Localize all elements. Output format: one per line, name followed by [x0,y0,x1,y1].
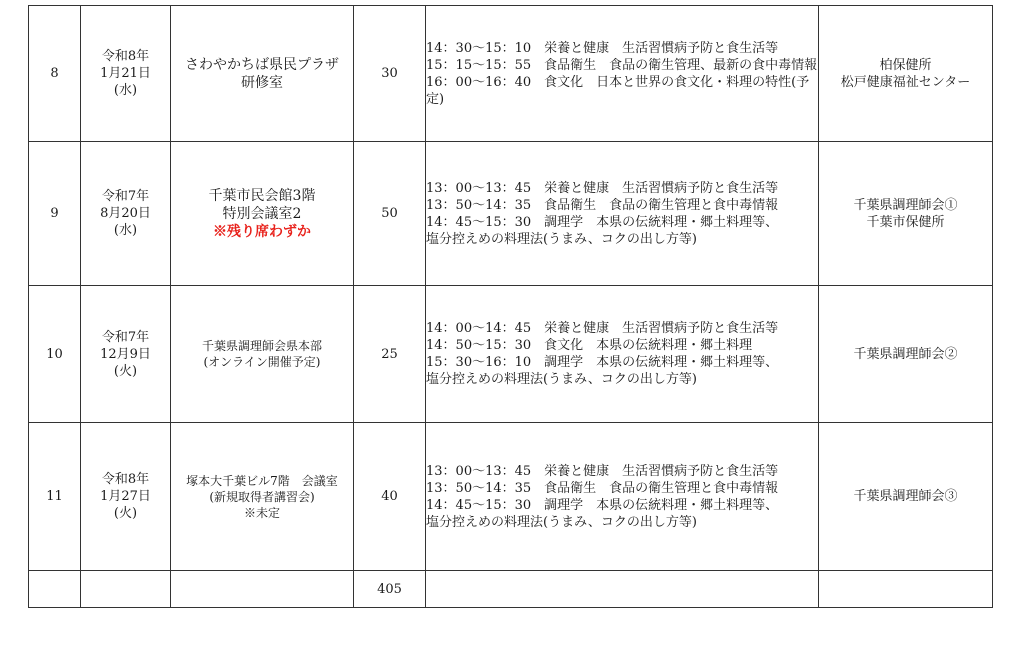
program-line: 14：50〜15：30 食文化 本県の伝統料理・郷土料理 [426,338,753,353]
venue-line: (新規取得者講習会) [209,489,315,504]
session-number: 11 [29,423,81,571]
empty-cell [426,571,819,608]
empty-cell [29,571,81,608]
table-row [29,142,993,286]
date-month-day: 8月20日 [100,206,151,221]
program-line: 13：00〜13：45 栄養と健康 生活習慣病予防と食生活等 [426,180,779,196]
session-date [81,423,171,571]
date-weekday: (火) [113,506,138,521]
session-venue [171,286,354,423]
date-weekday: (火) [113,363,138,379]
table-row [29,286,993,423]
venue-line: 特別会議室2 [222,205,302,222]
session-number: 8 [29,6,81,142]
program-line: 14：45〜15：30 調理学 本県の伝統料理・郷土料理等、 [426,214,779,230]
organizer-line: 千葉県調理師会① [853,197,958,213]
session-venue [171,6,354,142]
date-month-day: 1月21日 [100,66,151,81]
program-line: 16：00〜16：40 食文化 日本と世界の食文化・料理の特性(予定) [426,74,810,107]
date-month-day: 1月27日 [100,489,151,504]
session-organizer [819,6,993,142]
session-program [426,423,819,571]
session-date [81,6,171,142]
date-era-year: 令和8年 [101,472,150,487]
session-program [426,286,819,423]
session-number: 9 [29,142,81,286]
empty-cell [819,571,993,608]
total-row [29,571,993,608]
session-organizer [819,423,993,571]
venue-line: 研修室 [241,74,283,91]
table-row [29,423,993,571]
table-row [29,6,993,142]
program-line: 14：30〜15：10 栄養と健康 生活習慣病予防と食生活等 [426,40,779,56]
date-weekday: (水) [113,223,138,238]
total-capacity: 405 [354,571,426,608]
session-date [81,142,171,286]
empty-cell [81,571,171,608]
organizer-line: 松戸健康福祉センター [840,74,971,90]
program-line: 塩分控えめの料理法(うまみ、コクの出し方等) [426,372,697,387]
session-capacity: 25 [354,286,426,423]
organizer-line: 千葉県調理師会② [853,346,958,362]
session-organizer [819,286,993,423]
session-venue [171,423,354,571]
program-line: 塩分控えめの料理法(うまみ、コクの出し方等) [426,231,697,247]
organizer-line: 柏保健所 [879,57,932,73]
program-line: 13：50〜14：35 食品衛生 食品の衛生管理と食中毒情報 [426,480,779,496]
venue-line: 千葉市民会館3階 [208,187,316,204]
date-month-day: 12月9日 [100,346,151,362]
organizer-line: 千葉県調理師会③ [853,489,958,504]
session-number: 10 [29,286,81,423]
venue-line: さわやかちば県民プラザ [185,56,339,73]
program-line: 13：50〜14：35 食品衛生 食品の衛生管理と食中毒情報 [426,197,779,213]
program-line: 14：00〜14：45 栄養と健康 生活習慣病予防と食生活等 [426,321,779,336]
session-capacity: 30 [354,6,426,142]
date-weekday: (水) [113,83,138,98]
program-line: 塩分控えめの料理法(うまみ、コクの出し方等) [426,514,697,530]
organizer-line: 千葉市保健所 [866,214,945,230]
session-capacity: 50 [354,142,426,286]
venue-line: ※未定 [243,505,280,520]
program-line: 13：00〜13：45 栄養と健康 生活習慣病予防と食生活等 [426,463,779,479]
program-line: 15：15〜15：55 食品衛生 食品の衛生管理、最新の食中毒情報 [426,57,818,73]
empty-cell [171,571,354,608]
venue-line: 塚本大千葉ビル7階 会議室 [186,473,338,488]
program-line: 15：30〜16：10 調理学 本県の伝統料理・郷土料理等、 [426,355,779,370]
session-program [426,142,819,286]
session-capacity: 40 [354,423,426,571]
session-venue [171,142,354,286]
venue-line: (オンライン開催予定) [203,355,321,369]
date-era-year: 令和7年 [101,189,150,204]
program-line: 14：45〜15：30 調理学 本県の伝統料理・郷土料理等、 [426,497,779,513]
date-era-year: 令和8年 [101,49,150,64]
session-schedule-table [28,5,993,608]
session-organizer [819,142,993,286]
few-seats-left-notice: ※残り席わずか [213,223,311,240]
date-era-year: 令和7年 [101,329,150,345]
venue-line: 千葉県調理師会県本部 [201,339,322,353]
session-date [81,286,171,423]
session-program [426,6,819,142]
